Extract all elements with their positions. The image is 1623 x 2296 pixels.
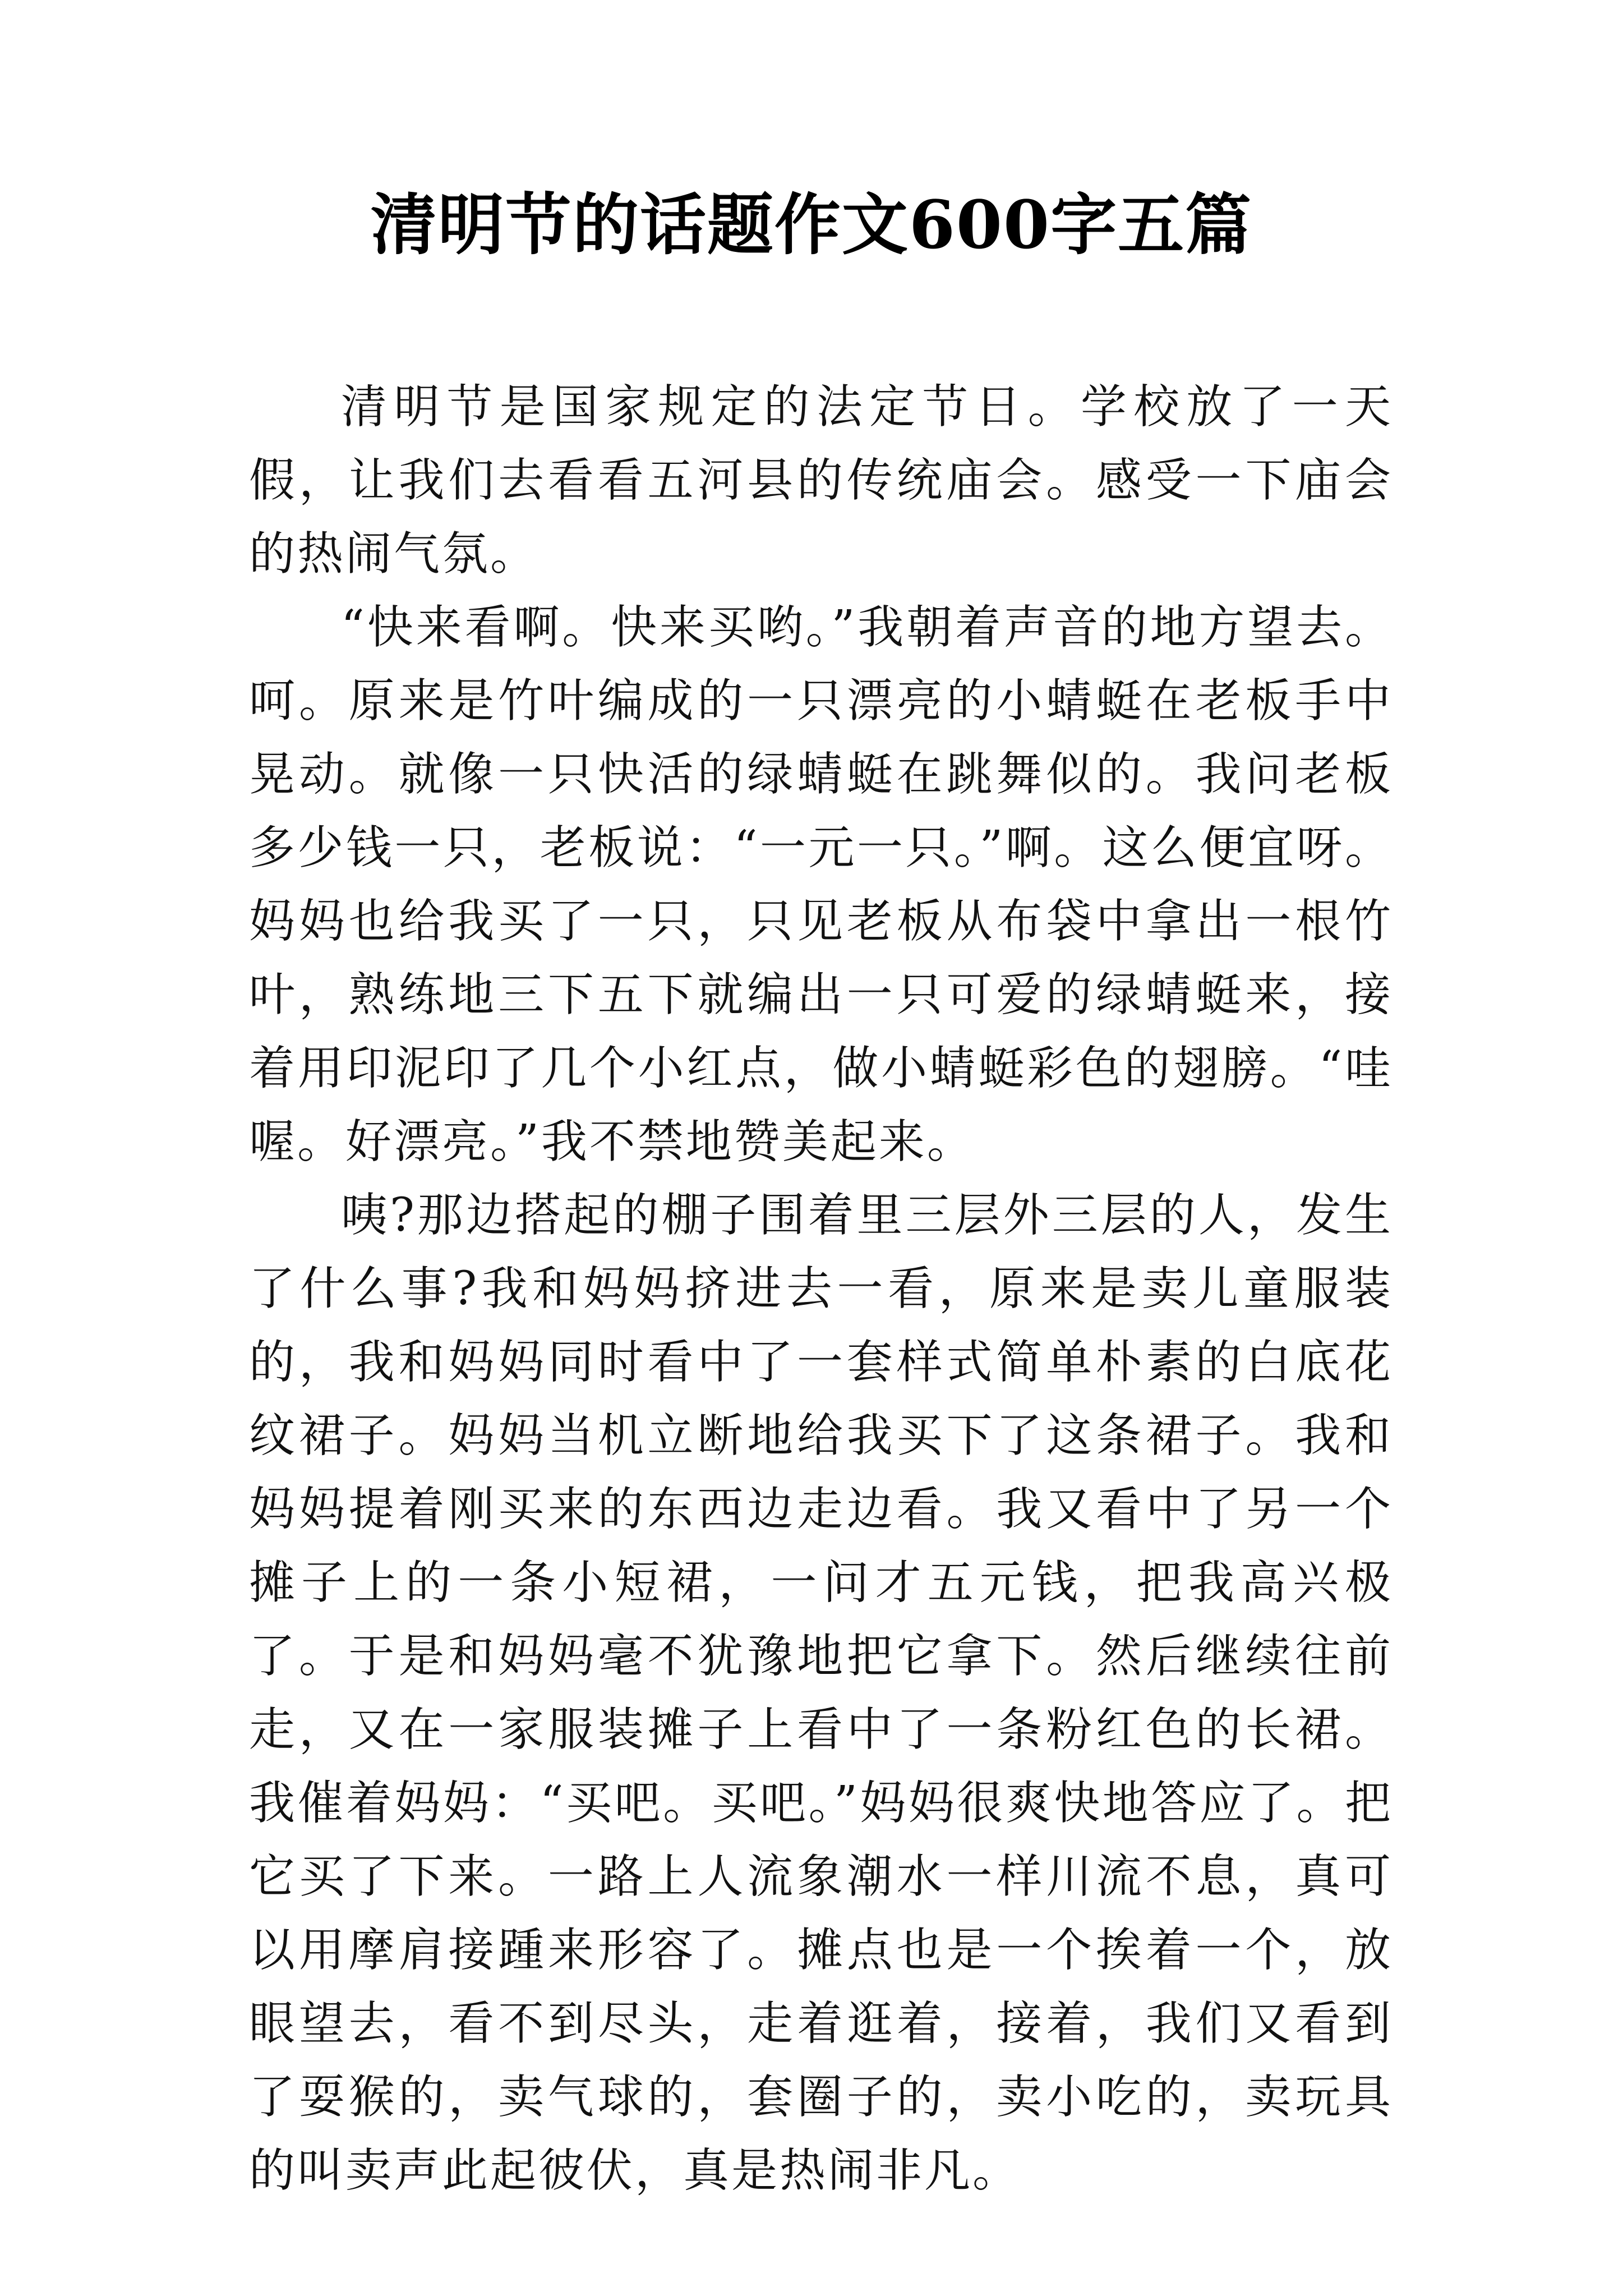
document-body <box>249 370 1393 2207</box>
paragraph-2: “快来看啊。快来买哟。”我朝着声音的地方望去。呵。原来是竹叶编成的一只漂亮的小蜻蜓在老板手中晃动。就像一只快活的绿蜻蜓在跳舞似的。我问老板多少钱一只，老板说：“一元一只。”啊。这么便宜呀。妈妈也给我买了一只，只见老板从布袋中拿出一根竹叶，熟练地三下五下就编出一只可爱的绿蜻蜓来，接着用印泥印了几个小红点，做小蜻蜓彩色的翅膀。“哇喔。好漂亮。”我不禁地赞美起来。 <box>249 601 1393 1168</box>
paragraph-3: 咦?那边搭起的棚子围着里三层外三层的人，发生了什么事?我和妈妈挤进去一看，原来是卖儿童服装的，我和妈妈同时看中了一套样式简单朴素的白底花纹裙子。妈妈当机立断地给我买下了这条裙子。我和妈妈提着刚买来的东西边走边看。我又看中了另一个摊子上的一条小短裙，一问才五元钱，把我高兴极了。于是和妈妈毫不犹豫地把它拿下。然后继续往前走，又在一家服装摊子上看中了一条粉红色的长裙。我催着妈妈：“买吧。买吧。”妈妈很爽快地答应了。把它买了下来。一路上人流象潮水一样川流不息，真可以用摩肩接踵来形容了。摊点也是一个挨着一个，放眼望去，看不到尽头，走着逛着，接着，我们又看到了耍猴的，卖气球的，套圈子的，卖小吃的，卖玩具的叫卖声此起彼伏，真是热闹非凡。 <box>249 1189 1393 2197</box>
document-title: 清明节的话题作文600字五篇 <box>370 186 1253 264</box>
paragraph-1: 清明节是国家规定的法定节日。学校放了一天假，让我们去看看五河县的传统庙会。感受一下庙会的热闹气氛。 <box>249 380 1393 581</box>
